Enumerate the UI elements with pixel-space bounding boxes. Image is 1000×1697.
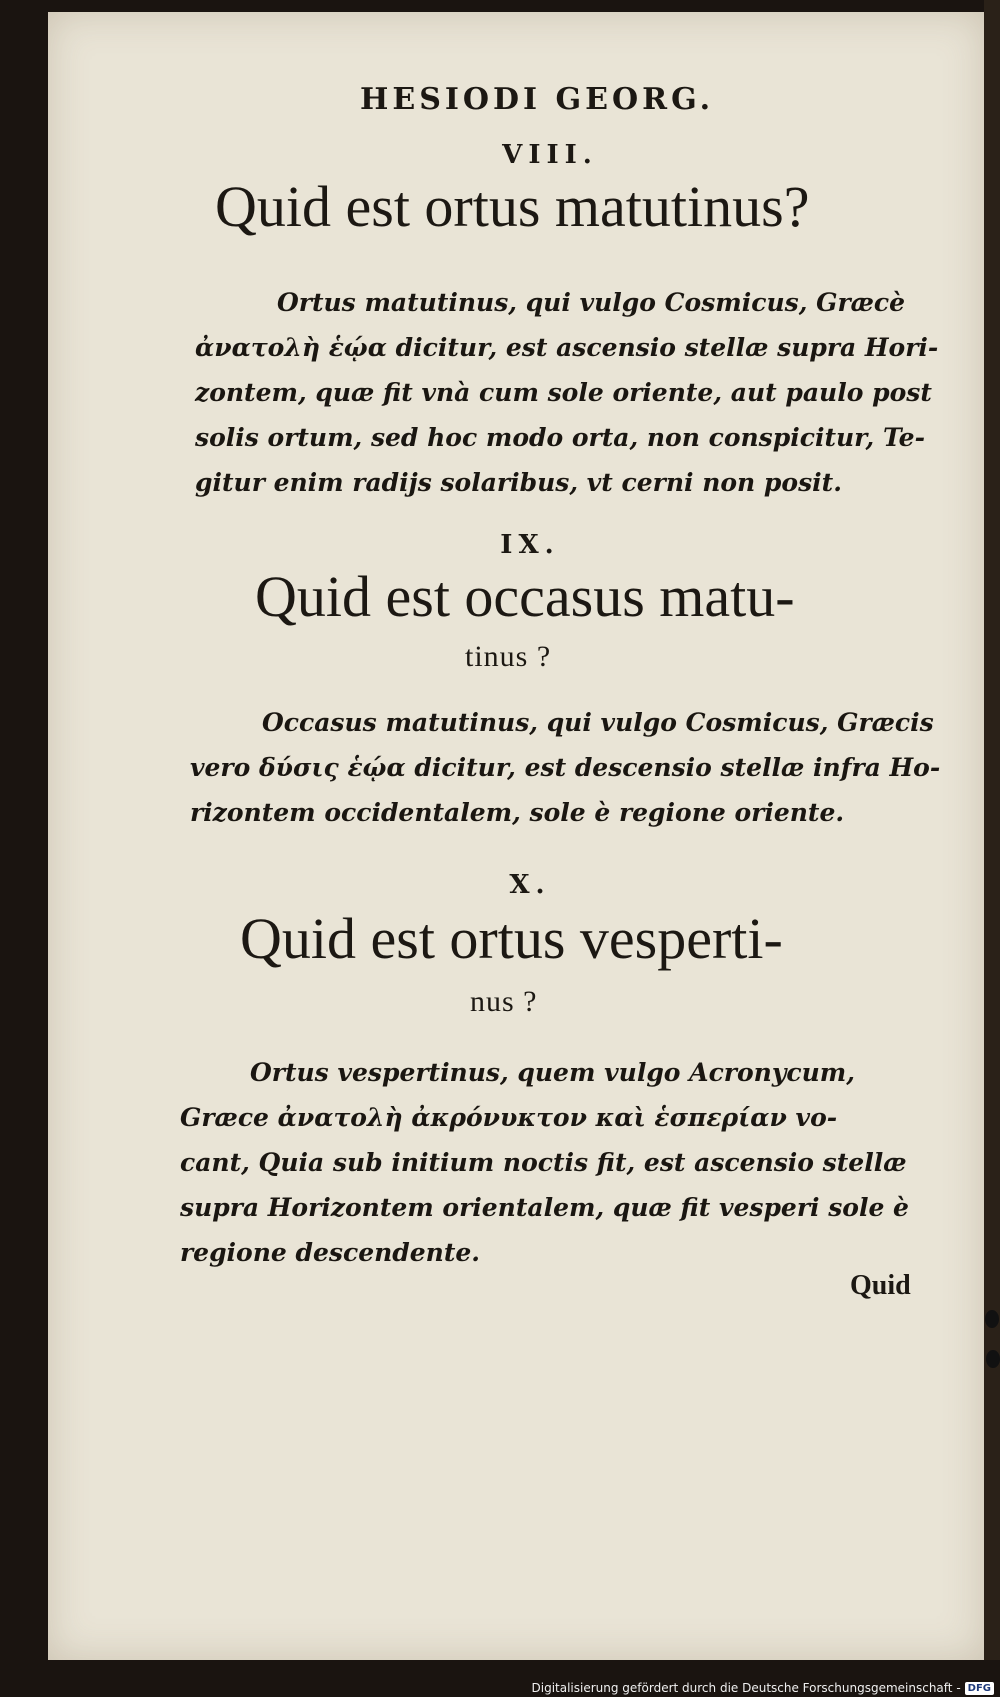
section-numeral: X.	[509, 870, 551, 900]
paragraph-line: supra Horizontem orientalem, quæ fit vesperi sole è	[180, 1193, 909, 1222]
paragraph-line: Ortus vespertinus, quem vulgo Acronycum,	[250, 1058, 855, 1087]
paragraph-line: gitur enim radijs solaribus, vt cerni non posit.	[195, 468, 842, 497]
section-heading-continuation: nus ?	[470, 985, 538, 1018]
binding-hole	[985, 1310, 999, 1328]
paragraph-line: Græce ἀνατολὴ ἀκρόνυκτον καὶ ἑσπερίαν vo-	[180, 1103, 838, 1132]
section-paragraph	[180, 1050, 960, 1275]
paragraph-line: ἀνατολὴ ἑῴα dicitur, est ascensio stellæ supra Hori-	[195, 333, 939, 362]
dfg-logo: DFG	[965, 1682, 994, 1695]
section-heading: Quid est ortus vesperti-	[240, 906, 783, 971]
paragraph-line: Ortus matutinus, qui vulgo Cosmicus, Græcè	[277, 288, 906, 317]
catchword: Quid	[850, 1270, 911, 1301]
book-page	[48, 12, 984, 1660]
digitization-credit	[532, 1681, 995, 1695]
binding-hole	[986, 1350, 1000, 1368]
paragraph-line: cant, Quia sub initium noctis fit, est ascensio stellæ	[180, 1148, 907, 1177]
paragraph-line: regione descendente.	[180, 1238, 480, 1267]
paragraph-line: vero δύσις ἑῴα dicitur, est descensio stellæ infra Ho-	[190, 753, 941, 782]
section-numeral: IX.	[500, 530, 560, 560]
section-heading-continuation: tinus ?	[465, 640, 552, 673]
section-paragraph	[190, 700, 960, 835]
section-heading: Quid est ortus matutinus?	[215, 174, 810, 239]
paragraph-line: solis ortum, sed hoc modo orta, non conspicitur, Te-	[195, 423, 925, 452]
paragraph-line: zontem, quæ fit vnà cum sole oriente, aut paulo post	[195, 378, 932, 407]
paragraph-line: Occasus matutinus, qui vulgo Cosmicus, Græcis	[262, 708, 934, 737]
section-numeral: VIII.	[502, 140, 598, 170]
section-paragraph	[195, 280, 955, 505]
paragraph-line: rizontem occidentalem, sole è regione oriente.	[190, 798, 845, 827]
section-heading: Quid est occasus matu-	[255, 564, 795, 629]
binding-edge	[984, 0, 1000, 1660]
running-head: HESIODI GEORG.	[360, 82, 715, 117]
credit-text: Digitalisierung gefördert durch die Deutsche Forschungsgemeinschaft -	[531, 1681, 961, 1695]
